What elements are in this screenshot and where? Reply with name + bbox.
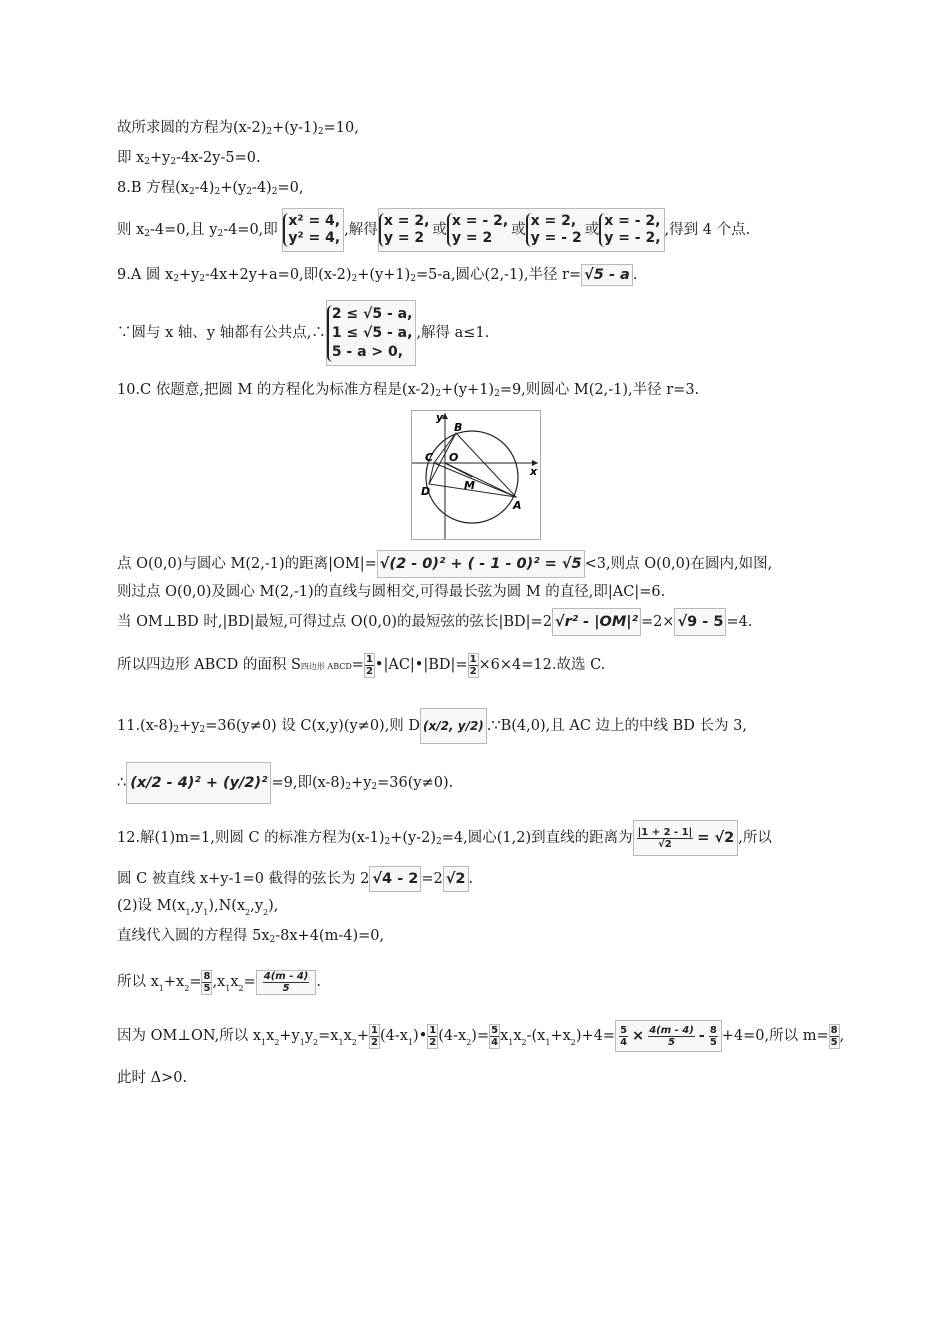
fraction-one-half: $\frac{1}{2}$ [365,653,373,677]
text-line-7: 10.C 依题意,把圆 M 的方程化为标准方程是(x-2)2+(y+1)2=9,则圆心 M(2,-1),半径 r=3. [117,382,700,399]
sqrt-4-2: √4 - 2 [369,866,421,892]
fraction-m-8-5: $\frac{8}{5}$ [830,1024,838,1048]
text-line-13: ∴ (x/2 - 4)² + (y/2)² =9,即(x-8)2+y2=36(y≠0). [117,762,453,804]
center-line-distance: $\frac{|1 + 2 - 1|}{√2}$ = √2 [633,820,739,856]
label-y: y [436,411,444,424]
chord-ac [434,463,516,497]
text-line-9: 则过点 O(0,0)及圆心 M(2,-1)的直线与圆相交,可得最长弦为圆 M 的直径,即|AC|=6. [117,584,666,600]
vieta-expression: $\frac{5}{4}$ × $\frac{4(m - 4)}{5}$ - $\frac{8}{5}$ [615,1020,722,1052]
text-line-3: 8.B 方程(x2-4)2+(y2-4)2=0, [117,180,304,197]
label-o: O [449,451,459,464]
text-line-8: 点 O(0,0)与圆心 M(2,-1)的距离|OM|= √(2 - 0)² + ( - 1 - 0)² = √5 <3,则点 O(0,0)在圆内,如图, [117,550,772,578]
circle-diagram [411,410,541,540]
text-line-19: 因为 OM⊥ON,所以 $x_1x_2+y_1y_2=x_1x_2+$ $\frac{1}{2}$ $(4-x_1)•$ $\frac{1}{2}$ $(4-x_2)=$ $\frac{5}{4}$ $x_1x_2-(x_1+x_2)+4=$ $\frac{5}{4}$ × $\frac{4(m - 4)}{5}$ - $\frac{8}{5}$ +4=0,所以 m= $\frac{8}{5}$ , [117,1020,844,1053]
text-line-5: 9.A 圆 x2+y2-4x+2y+a=0,即(x-2)2+(y+1)2=5-a,圆心(2,-1),半径 r= √5 - a . [117,264,637,287]
text-line-2: 即 x2+y2-4x-2y-5=0. [117,150,261,167]
sqrt-2: √2 [443,866,469,892]
text-line-11: 所以四边形 ABCD 的面积 S四边形 ABCD= $\frac{1}{2}$ •|AC|•|BD|= $\frac{1}{2}$ ×6×4=12.故选 C. [117,653,606,677]
label-b: B [454,421,463,434]
text-line-12: 11.(x-8)2+y2=36(y≠0) 设 C(x,y)(y≠0),则 D (x/2, y/2) .∵B(4,0),且 AC 边上的中线 BD 长为 3, [117,708,747,744]
label-m: M [464,479,475,492]
text-line-4: 则 x2-4=0,且 y2-4=0,即 x² = 4, y² = 4, ,解得 x = 2, y = 2 或 x = - 2, y = 2 或 x = 2, y = - 2 或 x = - 2, y = - 2, ,得到 4 个点. [117,208,750,253]
text-line-6: ∵圆与 x 轴、y 轴都有公共点,∴ 2 ≤ √5 - a, 1 ≤ √5 - a, 5 - a > 0, ,解得 a≤1. [117,300,489,366]
label-x: x [530,465,538,478]
sqrt-5-minus-a: √5 - a [581,264,633,286]
label-a: A [513,499,522,512]
text-line-1: 故所求圆的方程为(x-2)2+(y-1)2=10, [117,120,359,137]
text-line-15: 圆 C 被直线 x+y-1=0 截得的弦长为 2 √4 - 2 =2 √2 . [117,866,473,892]
equation-system-solutions: x = 2, y = 2 或 x = - 2, y = 2 或 x = 2, y = - 2 或 x = - 2, y = - 2, [378,208,665,252]
text-line-18: 所以 $x_1+x_2=$ $\frac{8}{5}$ $,x_1x_2=$ $\frac{4(m - 4)}{5}$ . [117,970,321,994]
inequality-system: 2 ≤ √5 - a, 1 ≤ √5 - a, 5 - a > 0, [326,300,417,366]
text-line-17: 直线代入圆的方程得 5x2-8x+4(m-4)=0, [117,928,385,945]
midpoint-distance-formula: (x/2 - 4)² + (y/2)² [126,762,271,804]
label-d: D [421,485,431,498]
text-line-10: 当 OM⊥BD 时,|BD|最短,可得过点 O(0,0)的最短弦的弦长|BD|=2 √r² - |OM|² =2× √9 - 5 =4. [117,608,752,636]
label-c: C [425,451,434,464]
text-line-16: (2)设 $M(x_1,y_1),N(x_2,y_2)$, [117,898,279,917]
equation-system-1: x² = 4, y² = 4, [282,208,344,252]
point-d-coordinates: (x/2, y/2) [420,708,487,744]
fraction-4m-5: $\frac{4(m - 4)}{5}$ [256,970,317,995]
sqrt-r2-om2: √r² - |OM|² [552,608,641,636]
fraction-one-half-2: $\frac{1}{2}$ [469,653,477,677]
sqrt-9-5: √9 - 5 [674,608,726,636]
fraction-8-5: $\frac{8}{5}$ [203,970,211,994]
distance-om-formula: √(2 - 0)² + ( - 1 - 0)² = √5 [377,550,585,578]
text-line-14: 12.解(1)m=1,则圆 C 的标准方程为(x-1)2+(y-2)2=4,圆心(1,2)到直线的距离为 $\frac{|1 + 2 - 1|}{√2}$ = √2 ,所以 [117,820,772,856]
text-line-20: 此时 Δ>0. [117,1070,188,1086]
